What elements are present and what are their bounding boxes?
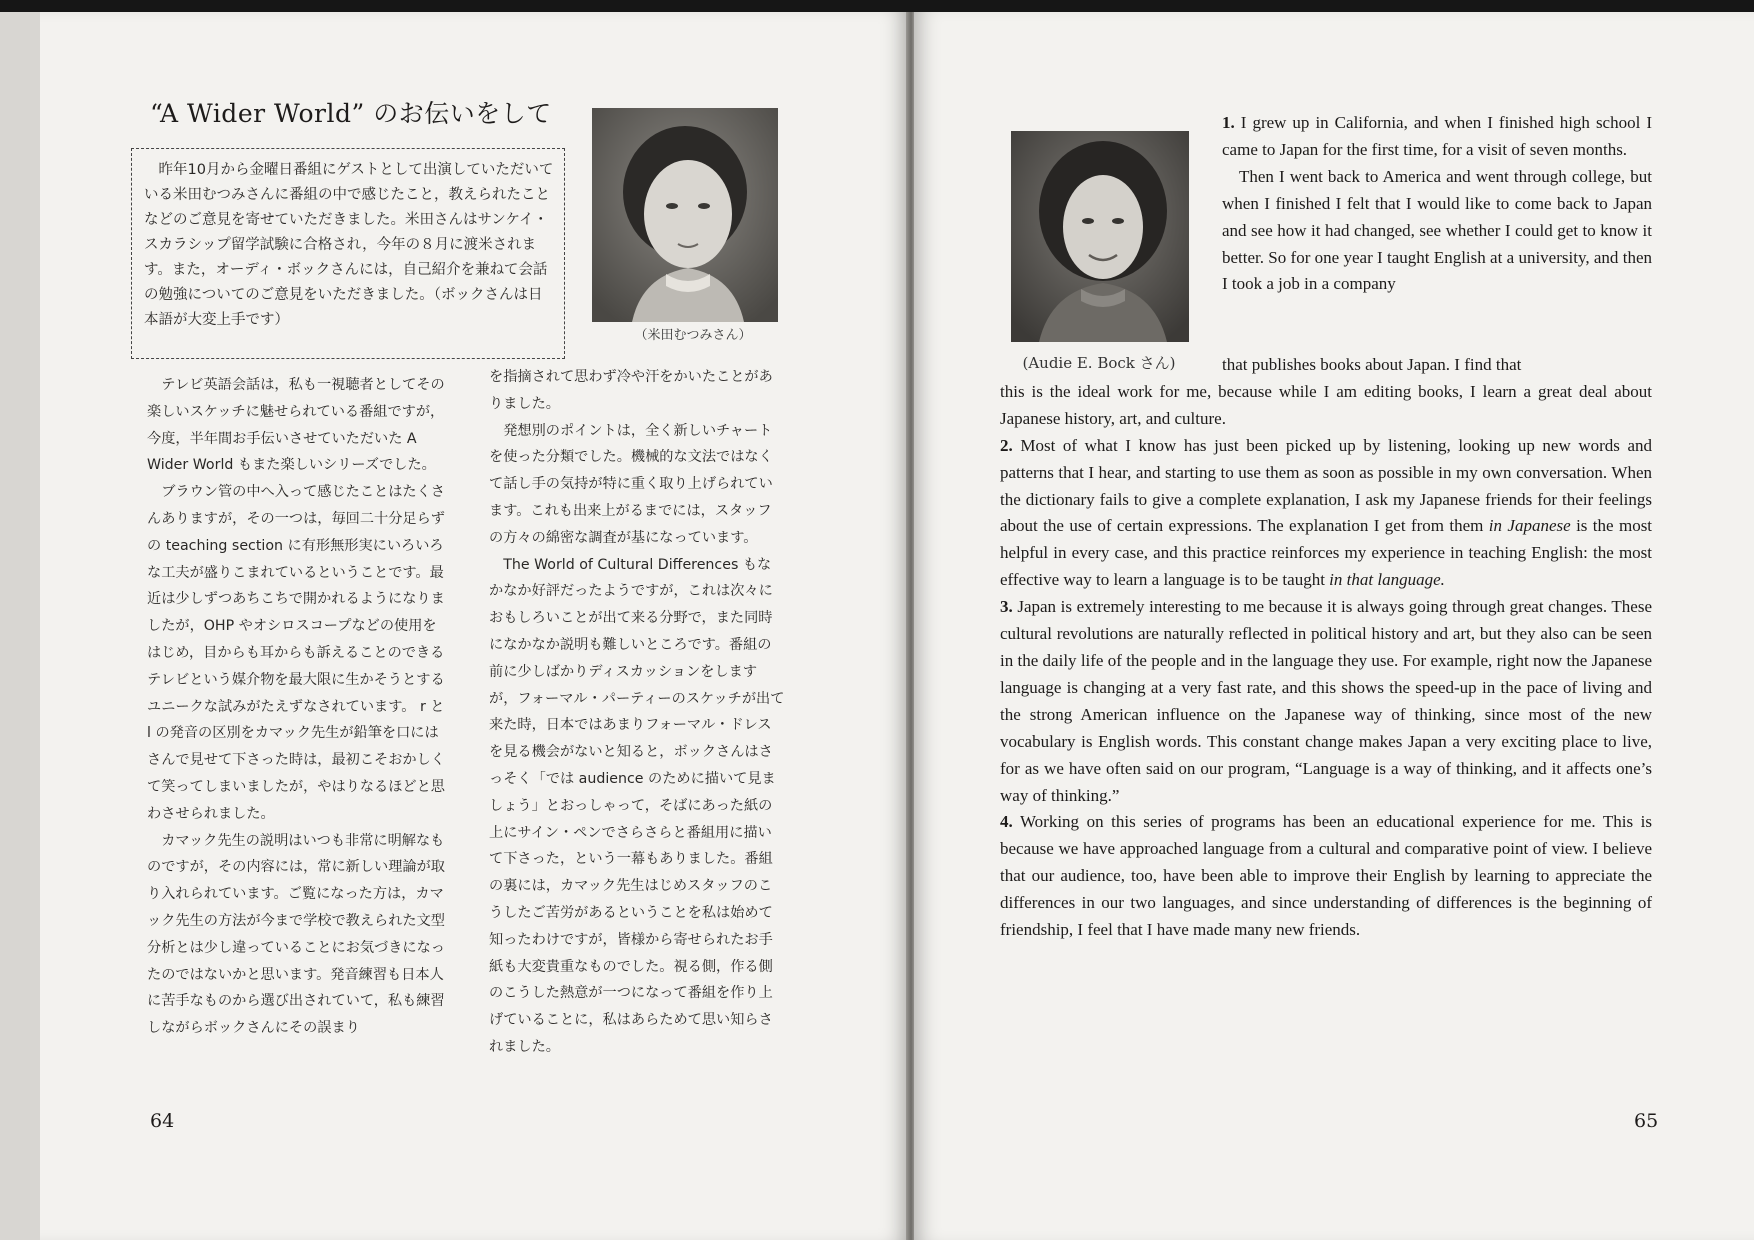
photo-bock bbox=[1011, 131, 1189, 342]
intro-text: 昨年10月から金曜日番組にゲストとして出演していただいている米田むつみさんに番組の中で感じたこと，教えられたことなどのご意見を寄せていただきました。米田さんはサンケイ・スカラシップ留学試験に合格され，今年の８月に渡米されます。また，オーディ・ボックさんには，自己紹介を兼ねて会話の勉強についてのご意見をいただきました。（ボックさんは日本語が大変上手です） bbox=[144, 162, 554, 328]
paragraph-1 bbox=[1222, 110, 1652, 164]
top-edge bbox=[0, 0, 1754, 12]
paragraph-number: 4. bbox=[1000, 812, 1013, 832]
paragraph-1c-rest: this is the ideal work for me, because while I am editing books, I learn a great deal about Japanese history, art, and culture. bbox=[1000, 381, 1652, 428]
paragraph-text: Japan is extremely interesting to me because it is always going through great changes. These cultural revolutions are naturally reflected in political history and art, but they also can be seen in the daily life of the people and in the language they use. For example, right now the Japanese language is changing at a very fast rate, and this shows the speed-up in the pace of living and the strong American influence on the Japanese way of thinking, since most of the new vocabulary is English words. This constant change makes Japan a very exciting place to live, for as we have often said on our program, “Language is a way of thinking, and it affects one’s way of thinking.” bbox=[1000, 597, 1653, 805]
paragraph-2 bbox=[1000, 433, 1652, 594]
paragraph-number: 2. bbox=[1000, 435, 1013, 455]
page-number-left: 64 bbox=[150, 1110, 175, 1132]
paragraph-number: 3. bbox=[1000, 597, 1013, 617]
paragraph-4 bbox=[1000, 809, 1652, 944]
photo-caption-yoneda: （米田むつみさん） bbox=[634, 328, 752, 343]
paragraph: テレビ英語会話は，私も一視聴者としてその楽しいスケッチに魅せられている番組ですが，今度，半年間お手伝いさせていただいた A Wider World もまた楽しいシリーズでした。 bbox=[147, 377, 445, 474]
left-column-2 bbox=[489, 364, 785, 1061]
left-column-1 bbox=[147, 372, 447, 1042]
portrait-bock-image bbox=[1011, 131, 1189, 342]
portrait-yoneda-image bbox=[592, 108, 778, 322]
paragraph: 発想別のポイントは，全く新しいチャートを使った分類でした。機械的な文法ではなくて話し手の気持が特に重く取り上げられています。これも出来上がるまでには，スタッフの方々の綿密な調査が基になっています。 bbox=[489, 422, 773, 546]
page-number-right: 65 bbox=[1634, 1110, 1659, 1132]
paragraph-text: is the most helpful in every case, and this practice reinforces my experience in teaching English: the most effective way to learn a language is to be taught bbox=[1000, 516, 1653, 590]
intro-box bbox=[131, 148, 565, 359]
paragraph-text: Working on this series of programs has been an educational experience for me. This is because we have approached language from a cultural and comparative point of view. I believe that our audience, too, have been able to improve their English by learning to appreciate the differences in our two languages, and since understanding of differences is the beginning of friendship, I feel that I have made many new friends. bbox=[1000, 812, 1652, 940]
essay-main-block bbox=[1000, 352, 1652, 944]
paragraph-number: 1. bbox=[1222, 113, 1235, 132]
photo-caption-bock: (Audie E. Bock さん) bbox=[1022, 354, 1176, 372]
paragraph: カマック先生の説明はいつも非常に明解なものですが，その内容には，常に新しい理論が取り入れられています。ご覧になった方は，カマック先生の方法が今まで学校で教えられた文型分析とは少し違っていることにお気づきになったのではないかと思います。発音練習も日本人に苦手なものから選び出されていて，私も練習しながらボックさんにその誤まり bbox=[147, 832, 445, 1037]
paragraph-1c-lead: that publishes books about Japan. I find that bbox=[1222, 355, 1522, 374]
paragraph-text: I grew up in California, and when I finished high school I came to Japan for the first time, for a visit of seven months. bbox=[1222, 113, 1652, 159]
paragraph: ブラウン管の中へ入って感じたことはたくさんありますが，その一つは，毎回二十分足らずの teaching section に有形無形実にいろいろな工夫が盛りこまれているということです。最近は少しずつあちこちで開かれるようになりましたが，OHP やオシロスコープなどの使用をはじめ，目からも耳からも訴えることのできるテレビという媒介物を最大限に生かそうとするユニークな試みがたえずなされています。 r と l の発音の区別をカマック先生が鉛筆を口にはさんで見せて下さった時は，最初こそおかしくて笑ってしまいましたが，やはりなるほどと思わさせられました。 bbox=[147, 484, 445, 822]
paragraph-3 bbox=[1000, 594, 1652, 809]
paragraph: The World of Cultural Differences もなかなか好評だったようですが，これは次々におもしろいことが出て来る分野で，また同時になかなか説明も難しいところです。番組の前に少しばかりディスカッションをしますが，フォーマル・パーティーのスケッチが出て来た時，日本ではあまりフォーマル・ドレスを見る機会がないと知ると，ボックさんはさっそく「では audience のために描いて見ましょう」とおっしゃって，そばにあった紙の上にサイン・ペンでさらさらと番組用に描いて下さった，という一幕もありました。番組の裏には，カマック先生はじめスタッフのこうしたご苦労があるということを私は始めて知ったわけですが，皆様から寄せられたお手紙も大変貴重なものでした。視る側，作る側のこうした熱意が一つになって番組を作り上げていることに，私はあらためて思い知らされました。 bbox=[489, 556, 785, 1055]
italic-text: in that language. bbox=[1329, 570, 1445, 590]
paragraph-text: Most of what I know has just been picked up by listening, looking up new words and patterns that I hear, and starting to use them as soon as possible in my own conversation. When the dictionary fails to give a complete explanation, I ask my Japanese friends for their feelings about the use of certain expressions. The explanation I get from them bbox=[1000, 435, 1653, 536]
article-title: “A Wider World” のお伝いをして bbox=[150, 99, 552, 128]
paragraph: を指摘されて思わず冷や汗をかいたことがありました。 bbox=[489, 369, 773, 412]
paragraph-1b: Then I went back to America and went through college, but when I finished I felt that I would like to come back to Japan and see how it had changed, see whether I could get to know it better. So for one year I taught English at a university, and then I took a job in a company bbox=[1222, 166, 1652, 294]
essay-top-block bbox=[1222, 110, 1652, 298]
italic-text: in Japanese bbox=[1488, 516, 1571, 536]
photo-yoneda bbox=[592, 108, 778, 322]
